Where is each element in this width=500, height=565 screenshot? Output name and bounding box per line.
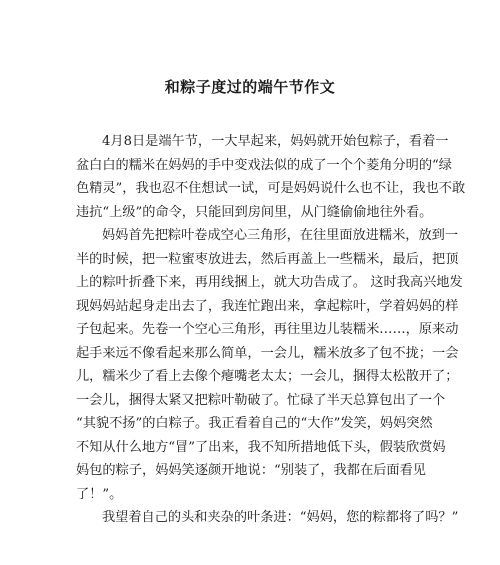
text-line: 我望着自己的头和夹杂的叶条进：“妈妈，您的粽都将了吗？” — [102, 510, 459, 525]
text-line: 不知从什么地方“冒”了出来，我不知所措地低下头，假装欣赏妈 — [76, 439, 446, 455]
text-line: 盆白白的糯米在妈妈的手中变戏法似的成了一个个菱角分明的“绿 — [76, 157, 452, 173]
text-line: 妈妈首先把粽叶卷成空心三角形，在往里面放进糯米，放到一 — [102, 228, 459, 243]
text-line: 违抗“上级”的命令，只能回到房间里，从门缝偷偷地往外看。 — [76, 204, 433, 220]
text-line: 上的粽叶折叠下来，再用线捆上，就大功告成了。 这时我高兴地发 — [76, 275, 463, 290]
paragraph — [76, 224, 463, 506]
text-line: 了！”。 — [76, 486, 123, 502]
text-line: 子包起来。先卷一个空心三角形，再往里边儿装糯米……，原来动 — [76, 322, 459, 337]
text-line: 半的时候，把一粒蜜枣放进去，然后再盖上一些糯米，最后，把顶 — [76, 251, 459, 267]
text-line: 儿，糯米少了看上去像个瘪嘴老太太；一会儿，捆得太松散开了； — [76, 369, 459, 384]
document-title: 和粽子度过的端午节作文 — [164, 78, 336, 96]
document-body — [76, 130, 466, 530]
text-line: 妈包的粽子，妈妈笑逐颜开地说：“别装了，我都在后面看见 — [76, 463, 426, 478]
paragraph — [76, 506, 459, 530]
text-line: 现妈妈站起身走出去了，我连忙跑出来，拿起粽叶，学着妈妈的样 — [76, 298, 459, 314]
text-line: 4月8日是端午节，一大早起来，妈妈就开始包粽子，看着一 — [102, 134, 449, 149]
text-line: 一会儿，捆得太紧又把粽叶勒破了。忙碌了半天总算包出了一个 — [76, 392, 446, 408]
text-line: 起手来远不像看起来那么简单，一会儿，糯米放多了包不拢；一会 — [76, 345, 459, 361]
text-line: 色精灵”，我也忍不住想试一试，可是妈妈说什么也不让，我也不敢 — [76, 181, 466, 196]
paragraph — [76, 130, 466, 224]
text-line: “其貌不扬”的白粽子。我正看着自己的“大作”发笑，妈妈突然 — [76, 416, 433, 431]
